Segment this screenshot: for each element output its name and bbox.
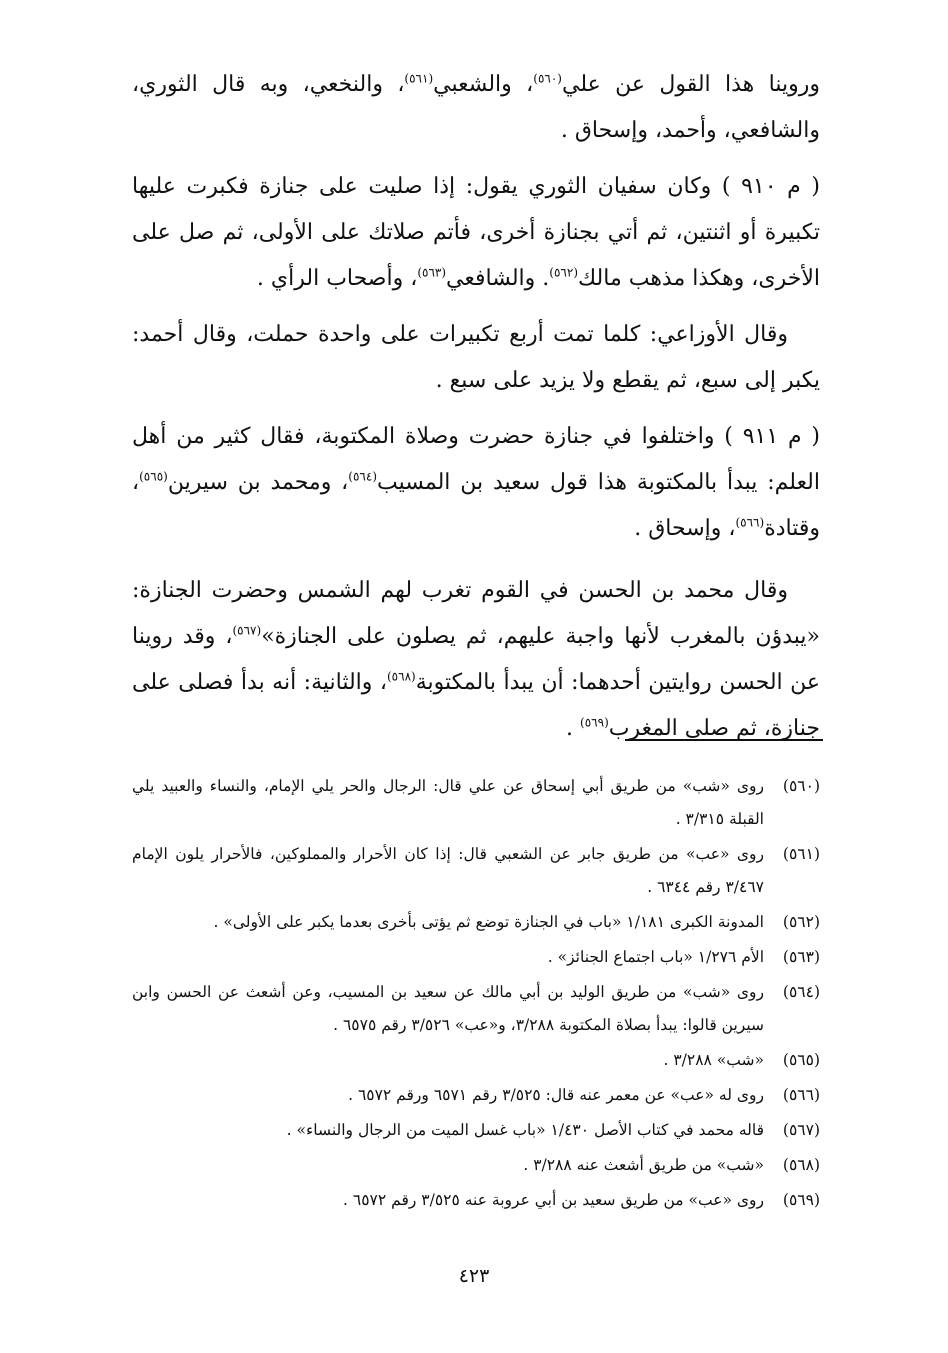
footnote-text: المدونة الكبرى ١/١٨١ «باب في الجنازة توضع ثم يؤتى بأخرى بعدما يكبر على الأولى» .	[213, 913, 764, 931]
paragraph	[132, 164, 820, 302]
footnote-number: (٥٦٤)	[782, 983, 820, 1001]
text-run: وقال الأوزاعي: كلما تمت أربع تكبيرات على واحدة حملت، وقال أحمد: يكبر إلى سبع، ثم يقطع ولا يزيد على سبع .	[132, 322, 820, 393]
footnote-ref[interactable]: (٥٦٧)	[232, 623, 262, 638]
footnote	[132, 1044, 820, 1077]
text-run: ، وقتادة	[132, 470, 820, 541]
main-text	[132, 62, 820, 752]
text-run: ، والنخعي، وبه قال الثوري، والشافعي، وأحمد، وإسحاق .	[132, 72, 820, 143]
footnote-ref[interactable]: (٥٦٨)	[386, 669, 416, 684]
footnote-text: قاله محمد في كتاب الأصل ١/٤٣٠ «باب غسل الميت من الرجال والنساء» .	[286, 1121, 764, 1139]
footnotes	[132, 770, 820, 1219]
footnote-divider	[625, 739, 823, 741]
footnote-ref[interactable]: (٥٦٩)	[580, 715, 609, 730]
footnote	[132, 838, 820, 904]
footnote	[132, 906, 820, 939]
footnote	[132, 1079, 820, 1112]
footnote-ref[interactable]: (٥٦٤)	[348, 469, 377, 484]
text-run: . والشافعي	[446, 266, 550, 291]
footnote-number: (٥٦٠)	[782, 777, 820, 795]
text-run: ، وأصحاب الرأي .	[256, 266, 418, 291]
footnote	[132, 1149, 820, 1182]
footnote	[132, 976, 820, 1042]
footnote	[132, 941, 820, 974]
footnote-ref[interactable]: (٥٦٦)	[735, 515, 765, 530]
text-run: وروينا هذا القول عن علي	[561, 72, 820, 97]
footnote-number: (٥٦١)	[782, 845, 820, 863]
footnote-text: روى «شب» من طريق أبي إسحاق عن علي قال: الرجال والحر يلي الإمام، والنساء والعبيد يلي القبلة ٣/٣١٥ .	[132, 777, 764, 828]
paragraph	[132, 414, 820, 552]
footnote-number: (٥٦٧)	[782, 1121, 820, 1139]
page-number: ٤٢٣	[458, 1265, 490, 1287]
paragraph	[132, 62, 820, 154]
footnote-ref[interactable]: (٥٦٣)	[417, 265, 447, 280]
footnote-text: الأم ١/٢٧٦ «باب اجتماع الجنائز» .	[547, 948, 764, 966]
footnote-number: (٥٦٩)	[782, 1191, 820, 1209]
footnote-text: «شب» من طريق أشعث عنه ٣/٢٨٨ .	[523, 1156, 764, 1174]
footnote-ref[interactable]: (٥٦٠)	[533, 71, 562, 86]
footnote-text: روى له «عب» عن معمر عنه قال: ٣/٥٢٥ رقم ٦٥٧١ ورقم ٦٥٧٢ .	[348, 1086, 764, 1104]
footnote-number: (٥٦٦)	[782, 1086, 820, 1104]
footnote	[132, 1114, 820, 1147]
footnote-text: روى «عب» من طريق جابر عن الشعبي قال: إذا كان الأحرار والمملوكين، فالأحرار يلون الإمام ٣/٤٦٧ رقم ٦٣٤٤ .	[132, 845, 764, 896]
footnote-number: (٥٦٢)	[782, 913, 820, 931]
text-run: ، ومحمد بن سيرين	[167, 470, 349, 495]
footnote	[132, 770, 820, 836]
footnote-ref[interactable]: (٥٦٢)	[549, 265, 578, 280]
text-run: وقال محمد بن الحسن في القوم تغرب لهم الشمس وحضرت الجنازة: «يبدؤن بالمغرب لأنها واجبة عليهم، ثم يصلون على الجنازة»	[132, 578, 820, 649]
footnote-ref[interactable]: (٥٦٥)	[139, 469, 168, 484]
footnote-ref[interactable]: (٥٦١)	[404, 71, 434, 86]
footnote-number: (٥٦٨)	[782, 1156, 820, 1174]
text-run: ، وإسحاق .	[634, 516, 736, 541]
footnote-number: (٥٦٣)	[782, 948, 820, 966]
footnote	[132, 1184, 820, 1217]
paragraph	[132, 312, 820, 404]
paragraph	[132, 568, 820, 752]
text-run: ، والثانية: أنه بدأ فصلى على جنازة، ثم صلى المغرب	[132, 670, 820, 741]
text-run: ( م ٩١١ ) واختلفوا في جنازة حضرت وصلاة المكتوبة، فقال كثير من أهل العلم: يبدأ بالمكتوبة هذا قول سعيد بن المسيب	[132, 424, 820, 495]
footnote-text: «شب» ٣/٢٨٨ .	[663, 1051, 764, 1069]
text-run: ، وقد روينا عن الحسن روايتين أحدهما: أن يبدأ بالمكتوبة	[132, 624, 821, 695]
text-run: ( م ٩١٠ ) وكان سفيان الثوري يقول: إذا صليت على جنازة فكبرت عليها تكبيرة أو اثنتين، ثم أتي بجنازة أخرى، فأتم صلاتك على الأولى، ثم صل على الأخرى، وهكذا مذهب مالك	[132, 174, 820, 291]
text-run: ، والشعبي	[433, 72, 534, 97]
footnote-text: روى «عب» من طريق سعيد بن أبي عروبة عنه ٣/٥٢٥ رقم ٦٥٧٢ .	[343, 1191, 764, 1209]
text-run: .	[566, 716, 581, 741]
footnote-text: روى «شب» من طريق الوليد بن أبي مالك عن سعيد بن المسيب، وعن أشعث عن الحسن وابن سيرين قالوا: يبدأ بصلاة المكتوبة ٣/٢٨٨، و«عب» ٣/٥٢٦ رقم ٦٥٧٥ .	[132, 983, 764, 1034]
footnote-number: (٥٦٥)	[782, 1051, 820, 1069]
